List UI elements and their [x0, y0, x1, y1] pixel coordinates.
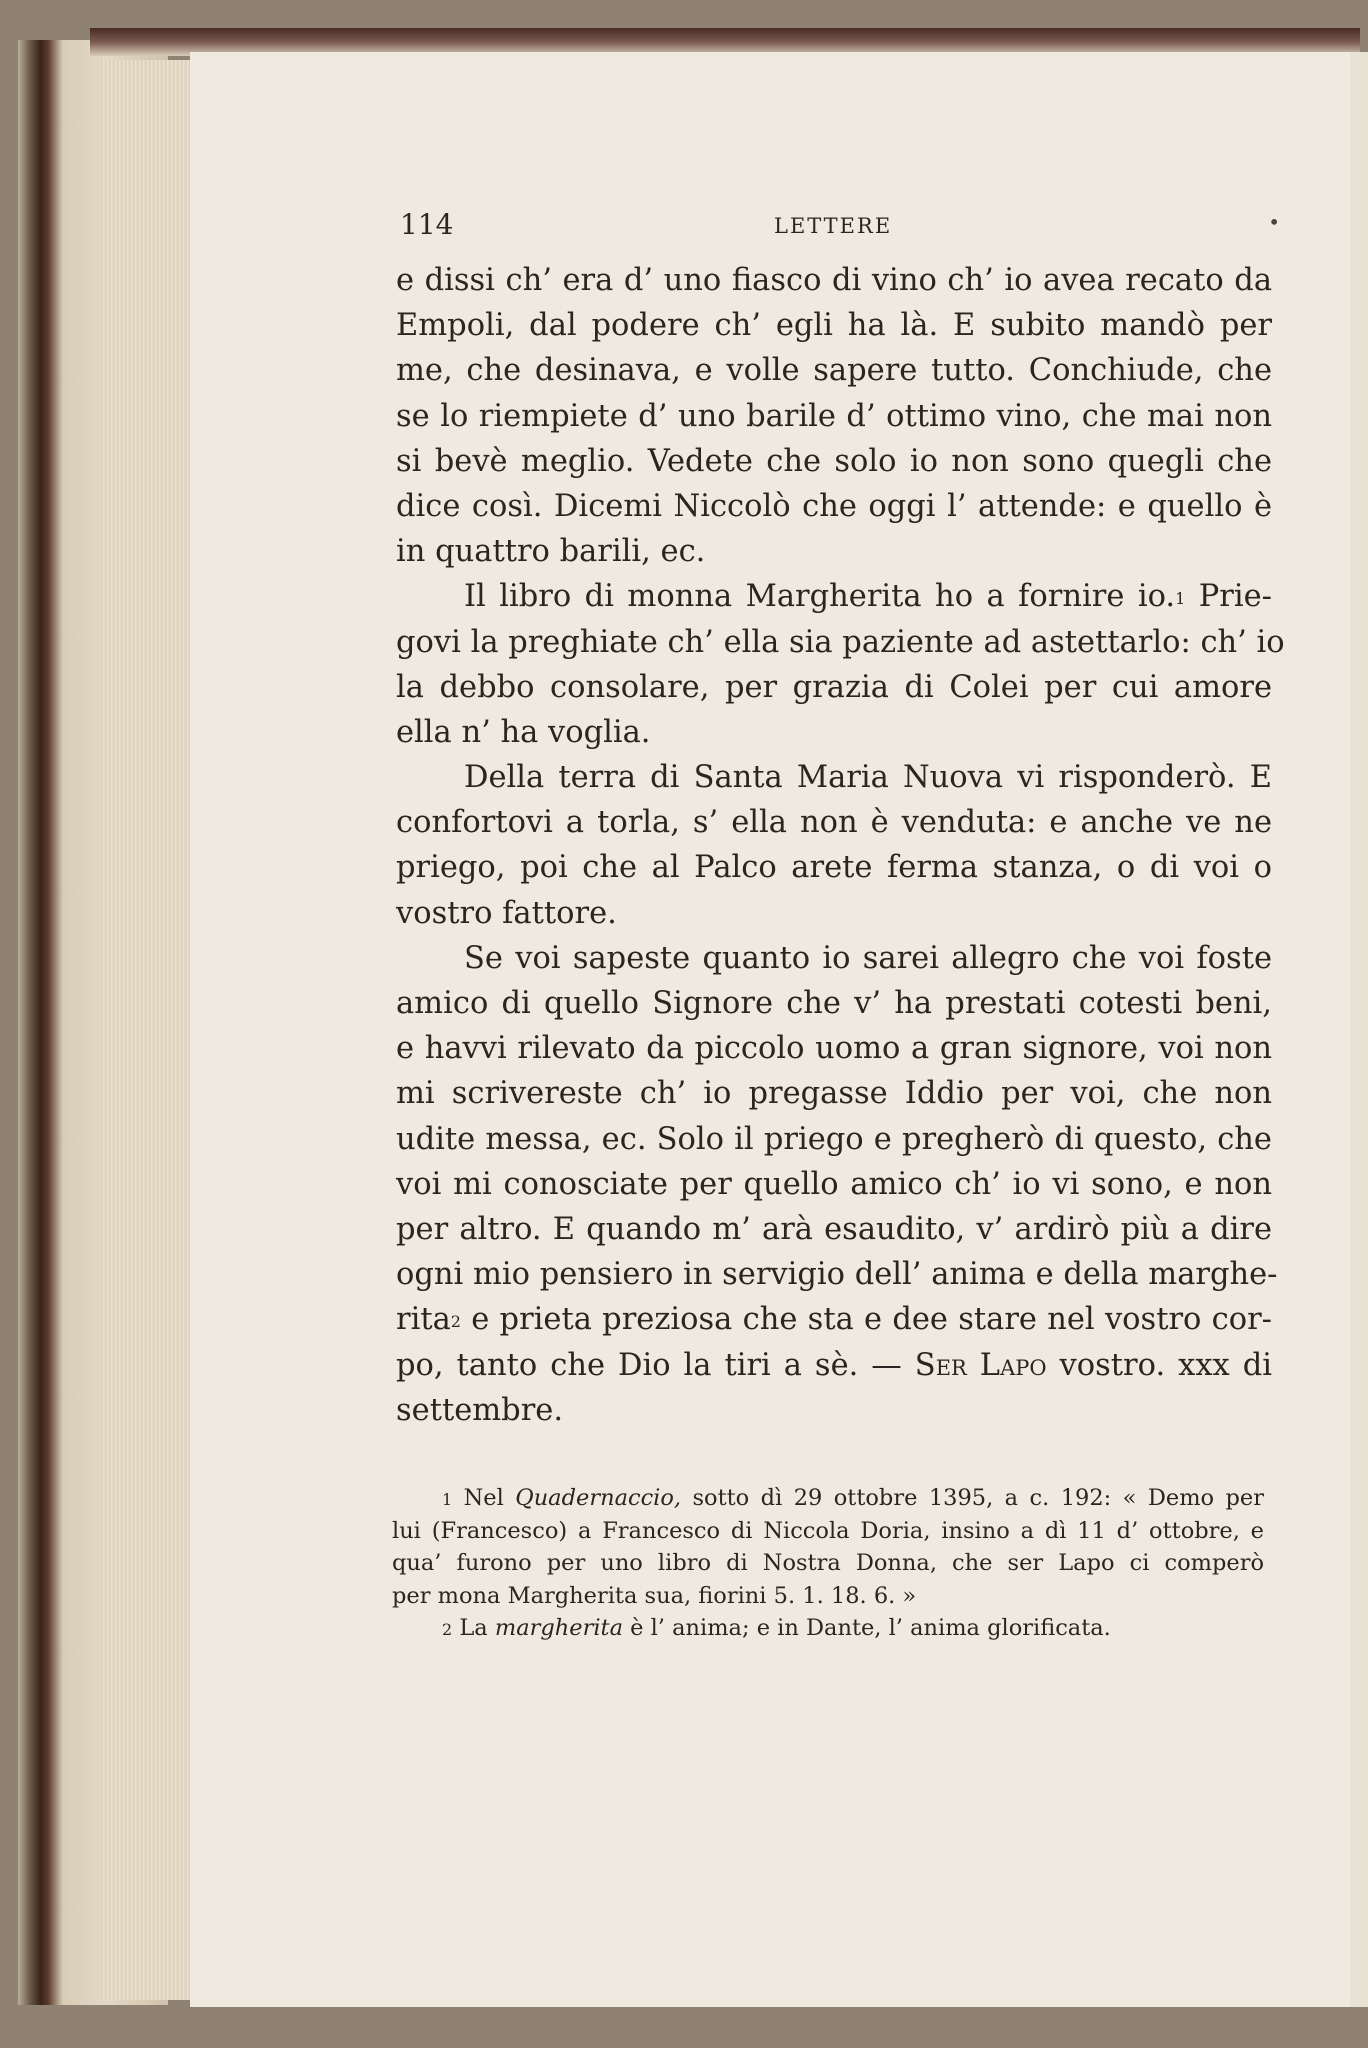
text-line: po, tanto che Dio la tiri a sè. — Ser Lapo vostro. xxx di: [396, 1347, 1272, 1383]
text-line: in quattro barili, ec.: [396, 534, 706, 570]
footnote-ref-1: 1: [1175, 589, 1186, 609]
text-line: si bevè meglio. Vedete che solo io non sono quegli che: [396, 443, 1272, 479]
text-line: govi la preghiate ch’ ella sia paziente ad astettarlo: ch’ io: [396, 624, 1285, 660]
text-line: e dissi ch’ era d’ uno fiasco di vino ch’ io avea recato da: [396, 263, 1272, 298]
footnote-1-line: per mona Margherita sua, fiorini 5. 1. 18. 6. »: [392, 1582, 917, 1609]
text-line: priego, poi che al Palco arete ferma stanza, o di voi o: [396, 850, 1272, 886]
text-line: vostro fattore.: [396, 895, 617, 931]
footnote-1-line: lui (Francesco) a Francesco di Niccola Doria, insino a dì 11 d’ ottobre, e: [392, 1517, 1264, 1544]
page-edges: [100, 60, 200, 2000]
text-line: me, che desinava, e volle sapere tutto. Conchiude, che: [396, 353, 1272, 389]
text-line: udite messa, ec. Solo il priego e pregherò di questo, che: [396, 1121, 1272, 1157]
text-line: ogni mio pensiero in servigio dell’ anima e della marghe-: [396, 1257, 1278, 1293]
footnote-1: $^1$ Nel Quadernaccio, sotto dì 29 ottobre 1395, a c. 192: « Demo per: [442, 1485, 1264, 1511]
text-line: dice così. Dicemi Niccolò che oggi l’ attende: e quello è: [396, 488, 1272, 524]
footnote-ref-2: 2: [450, 1312, 461, 1332]
text-line: Empoli, dal podere ch’ egli ha là. E subito mandò per: [396, 308, 1272, 344]
text-line: e havvi rilevato da piccolo uomo a gran signore, voi non: [396, 1031, 1272, 1067]
footnote-2: $^2$ La margherita è l’ anima; e in Dante, l’ anima glorificata.: [442, 1615, 1111, 1641]
text-line: se lo riempiete d’ uno barile d’ ottimo vino, che mai non: [396, 398, 1272, 434]
footnote-1-line: qua’ furono per uno libro di Nostra Donna, che ser Lapo ci comperò: [392, 1550, 1264, 1576]
facing-page-edge: [1350, 52, 1368, 2007]
page-header: [400, 208, 1280, 248]
text-line: rita$^2$ e prieta preziosa che sta e dee stare nel vostro cor-: [396, 1302, 1272, 1338]
text-line: Il libro di monna Margherita ho a fornire io.$^1$ Prie-: [464, 579, 1272, 615]
text-line: per altro. E quando m’ arà esaudito, v’ ardirò più a dire: [396, 1211, 1272, 1247]
text-line: ella n’ ha voglia.: [396, 714, 651, 750]
text-line: Se voi sapeste quanto io sarei allegro che voi foste: [464, 940, 1272, 976]
text-line: la debbo consolare, per grazia di Colei per cui amore: [396, 669, 1272, 705]
text-line: settembre.: [396, 1392, 564, 1428]
signature: Ser Lapo: [914, 1347, 1047, 1383]
footnotes: [392, 1482, 1264, 1645]
letter-body: [396, 258, 1285, 1433]
page-number: 114: [400, 208, 454, 241]
text-line: Della terra di Santa Maria Nuova vi risponderò. E: [464, 760, 1272, 796]
text-line: confortovi a torla, s’ ella non è venduta: e anche ve ne: [396, 805, 1272, 841]
running-title: LETTERE: [774, 214, 893, 238]
ornament-mark: •: [1268, 210, 1280, 234]
text-line: mi scrivereste ch’ io pregasse Iddio per voi, che non: [396, 1076, 1272, 1112]
text-line: amico di quello Signore che v’ ha prestati cotesti beni,: [396, 986, 1272, 1021]
text-line: voi mi conosciate per quello amico ch’ io vi sono, e non: [396, 1166, 1272, 1202]
